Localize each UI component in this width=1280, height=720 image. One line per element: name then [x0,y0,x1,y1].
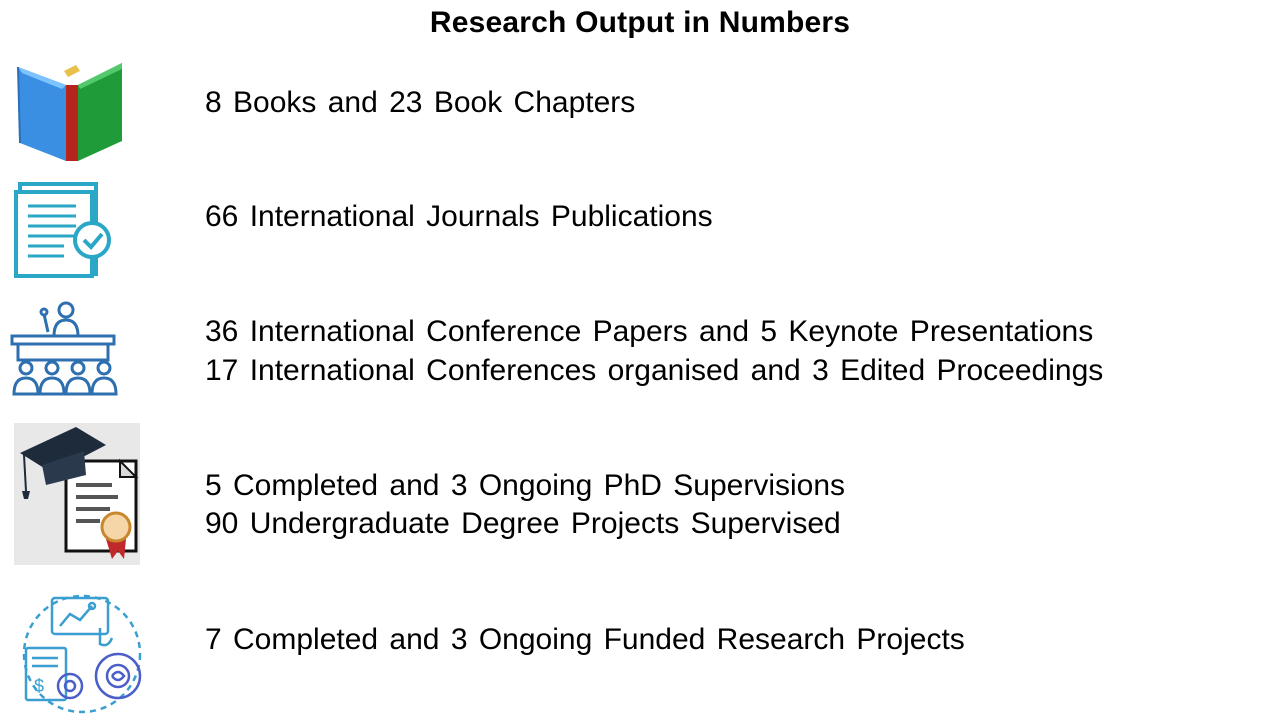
item-text-phd-supervisions: 5 Completed and 3 Ongoing PhD Supervisions [205,469,846,502]
research-project-icon [12,592,154,716]
svg-text:$: $ [34,676,45,696]
item-text-undergraduate-projects: 90 Undergraduate Degree Projects Supervised [205,507,841,540]
book-icon [14,55,126,163]
document-check-icon [14,182,114,278]
slide-title: Research Output in Numbers [429,6,851,39]
item-text-journals: 66 International Journals Publications [205,200,713,233]
item-text-conference-papers: 36 International Conference Papers and 5 Keynote Presentations [205,315,1094,348]
item-text-conferences-organised: 17 International Conferences organised and 3 Edited Proceedings [205,354,1104,387]
item-text-funded-projects: 7 Completed and 3 Ongoing Funded Research Projects [205,623,965,656]
graduation-certificate-icon [14,423,140,565]
conference-icon [8,300,124,398]
item-text-books: 8 Books and 23 Book Chapters [205,86,636,119]
